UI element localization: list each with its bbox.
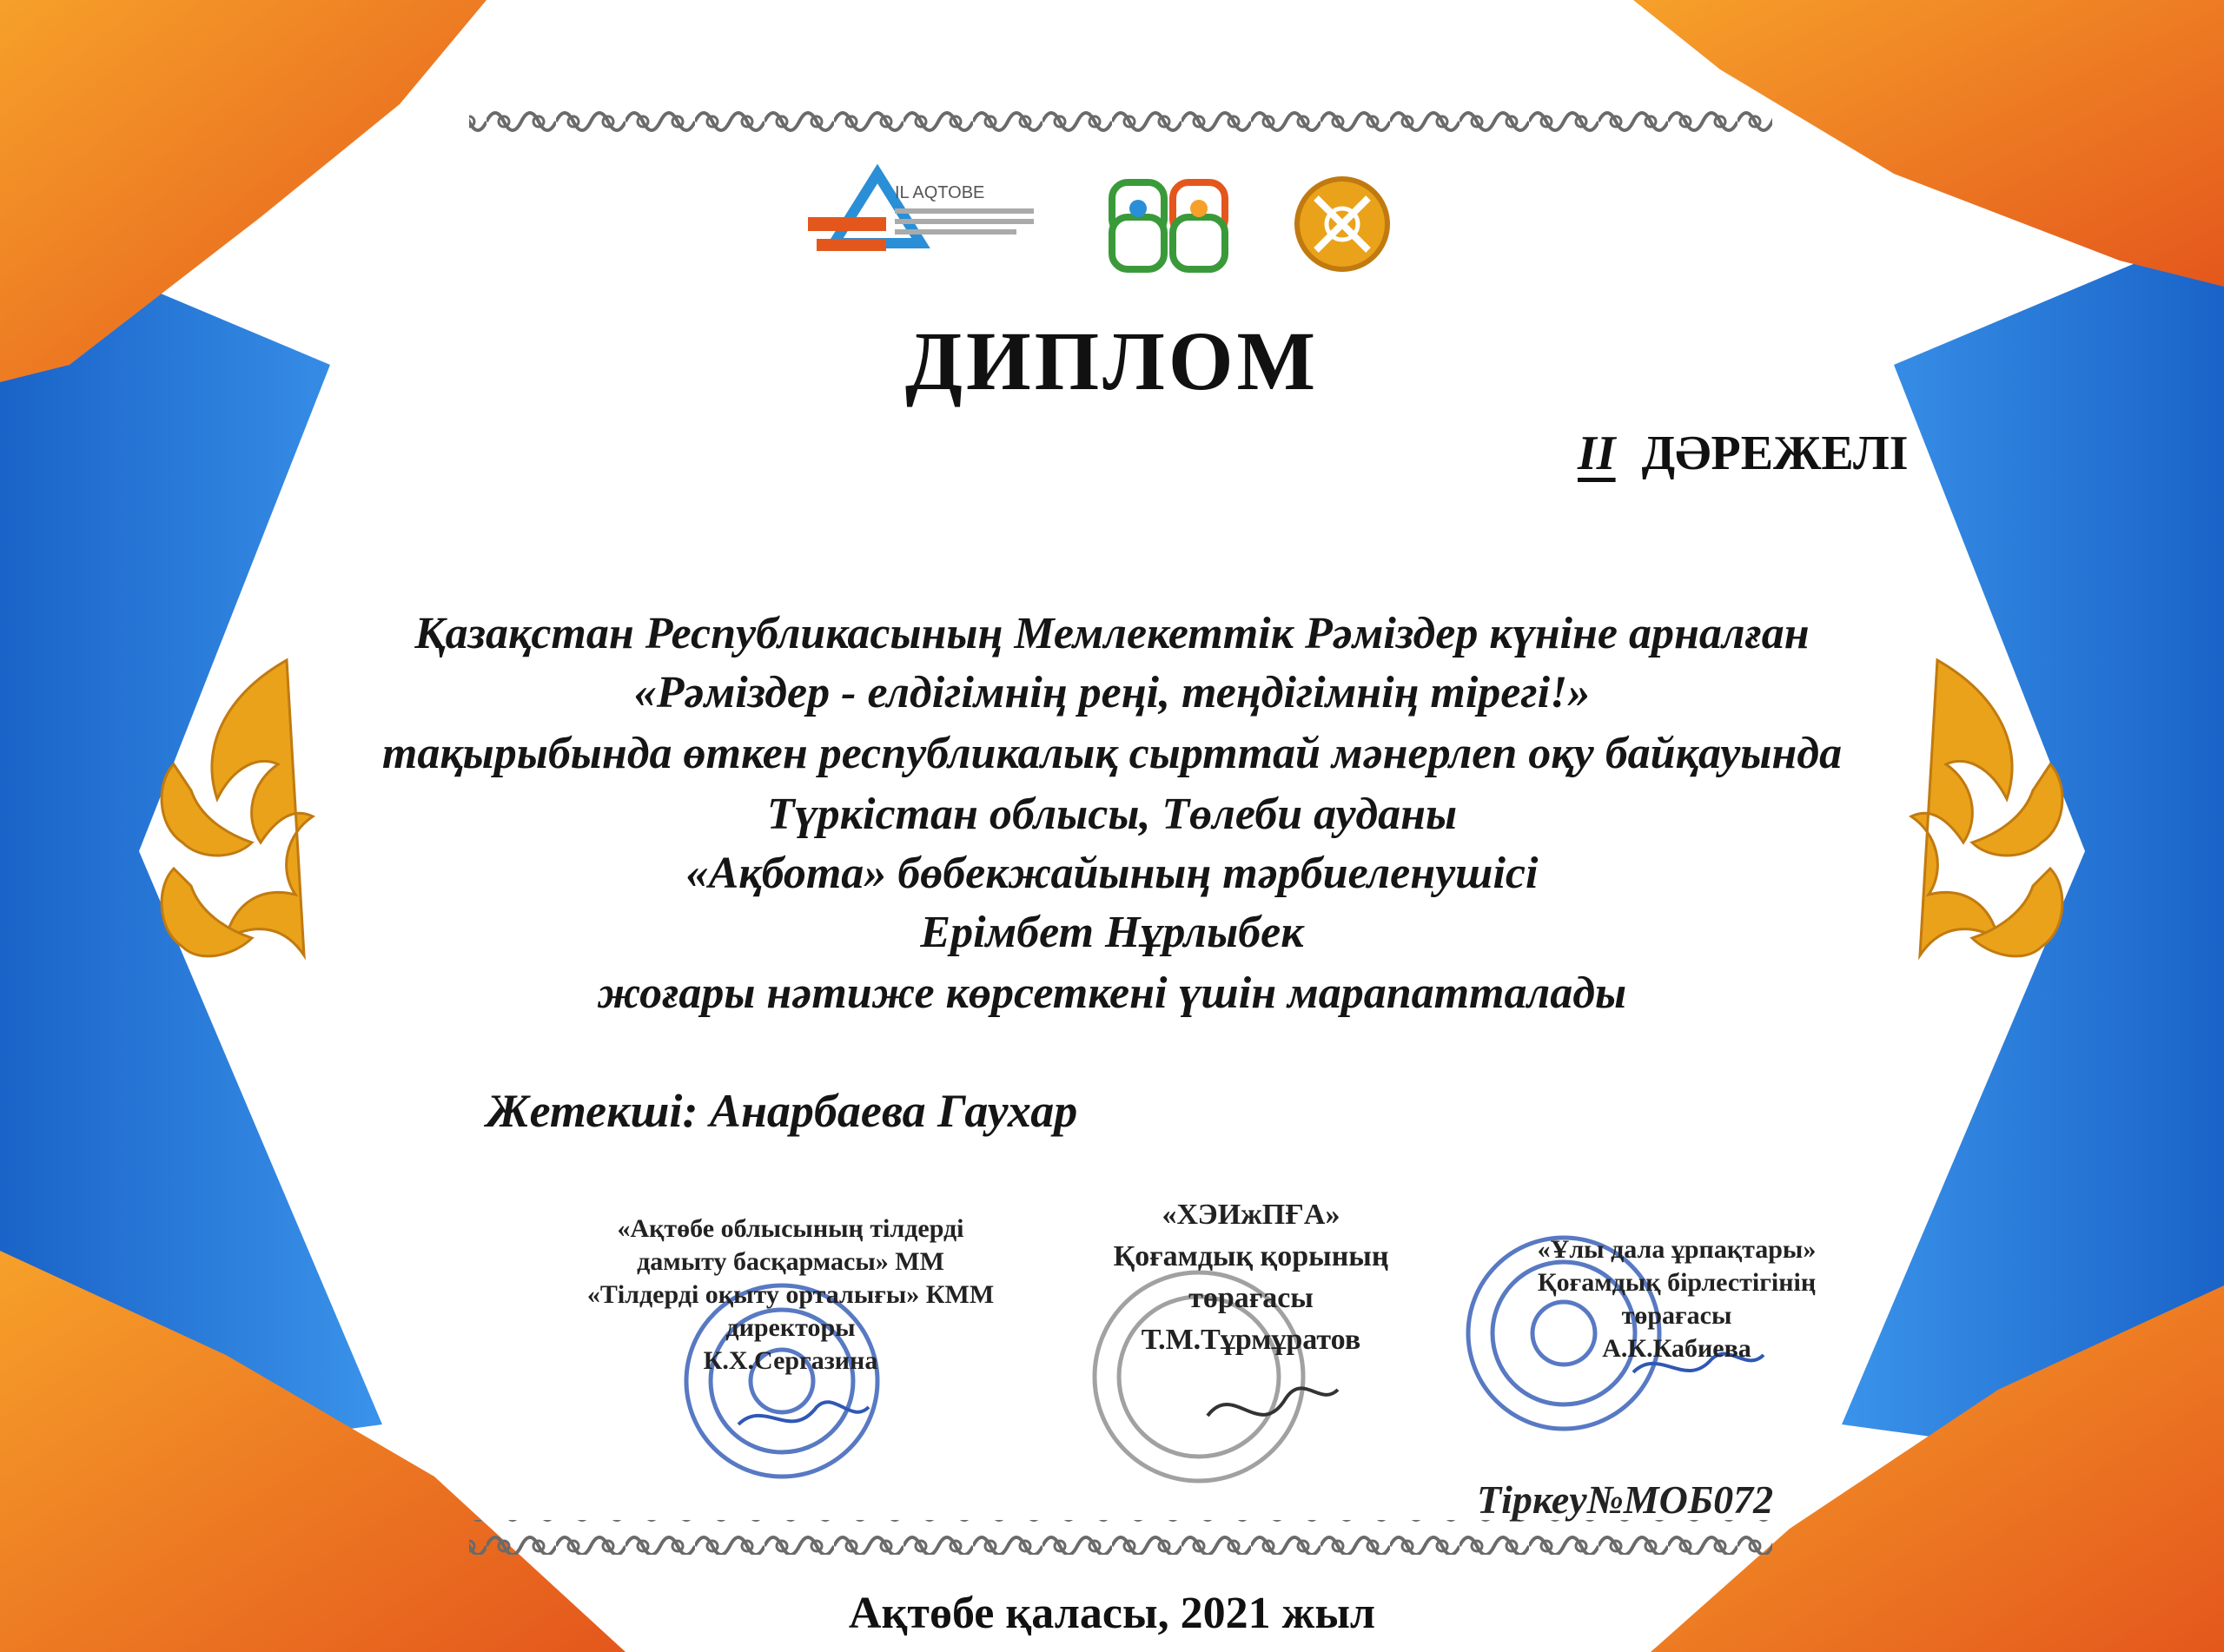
award-text-line-2: «Рәміздер - елдігімнің реңі, теңдігімнің тірегі!» [633,668,1591,717]
award-text-line-1: Қазақстан Республикасының Мемлекеттік Рәміздер күніне арналған [414,609,1810,658]
bottom-ornament-border [469,1520,1772,1555]
signature-1-line-4: директоры [725,1313,856,1342]
top-ornament-border [469,104,1772,139]
signature-2-line-4: Т.М.Тұрмұратов [1141,1324,1361,1356]
il-aqtobe-logo-text: IL AQTOBE [895,183,985,202]
award-text-line-4: Түркістан облысы, Төлеби ауданы [766,790,1458,839]
award-text-line-7: жоғары нәтиже көрсеткені үшін марапатталады [597,968,1627,1018]
signature-3-line-3: төрағасы [1621,1301,1732,1330]
signature-2-line-1: «ХЭИжПҒА» [1162,1199,1340,1231]
city-year: Ақтөбе қаласы, 2021 жыл [848,1589,1376,1638]
signature-1-line-5: К.Х.Сергазина [703,1346,878,1375]
signature-1-line-2: дамыту басқармасы» ММ [637,1247,944,1276]
award-text-line-3: тақырыбында өткен республикалық сырттай мәнерлеп оқу байқауында [381,729,1843,778]
recipient-name: Ерімбет Нұрлыбек [920,908,1304,957]
registration-number: Тіркеу№МОБ072 [1477,1477,1774,1522]
signature-2-line-2: Қоғамдық қорының [1113,1240,1389,1272]
signature-1-line-1: «Ақтөбе облысының тілдерді [617,1214,964,1243]
degree-label: ДӘРЕЖЕЛІ [1641,426,1909,480]
signature-3-line-4: А.К.Кабиева [1602,1334,1751,1363]
supervisor: Жетекші: Анарбаева Гаухар [486,1085,1078,1137]
signature-3-line-2: Қоғамдық бірлестігінің [1537,1268,1817,1297]
degree-number: II [1578,426,1616,480]
golden-ornament-seal-icon [1297,179,1387,269]
degree-line [1564,426,1909,481]
diploma-title: ДИПЛОМ [904,314,1320,407]
signature-2-line-3: төрағасы [1188,1282,1314,1314]
signature-3-line-1: «Ұлы дала ұрпақтары» [1537,1235,1817,1264]
signature-1-line-3: «Тілдерді оқыту орталығы» КММ [586,1280,995,1309]
award-text-line-5: «Ақбота» бөбекжайының тәрбиеленушісі [685,849,1539,898]
